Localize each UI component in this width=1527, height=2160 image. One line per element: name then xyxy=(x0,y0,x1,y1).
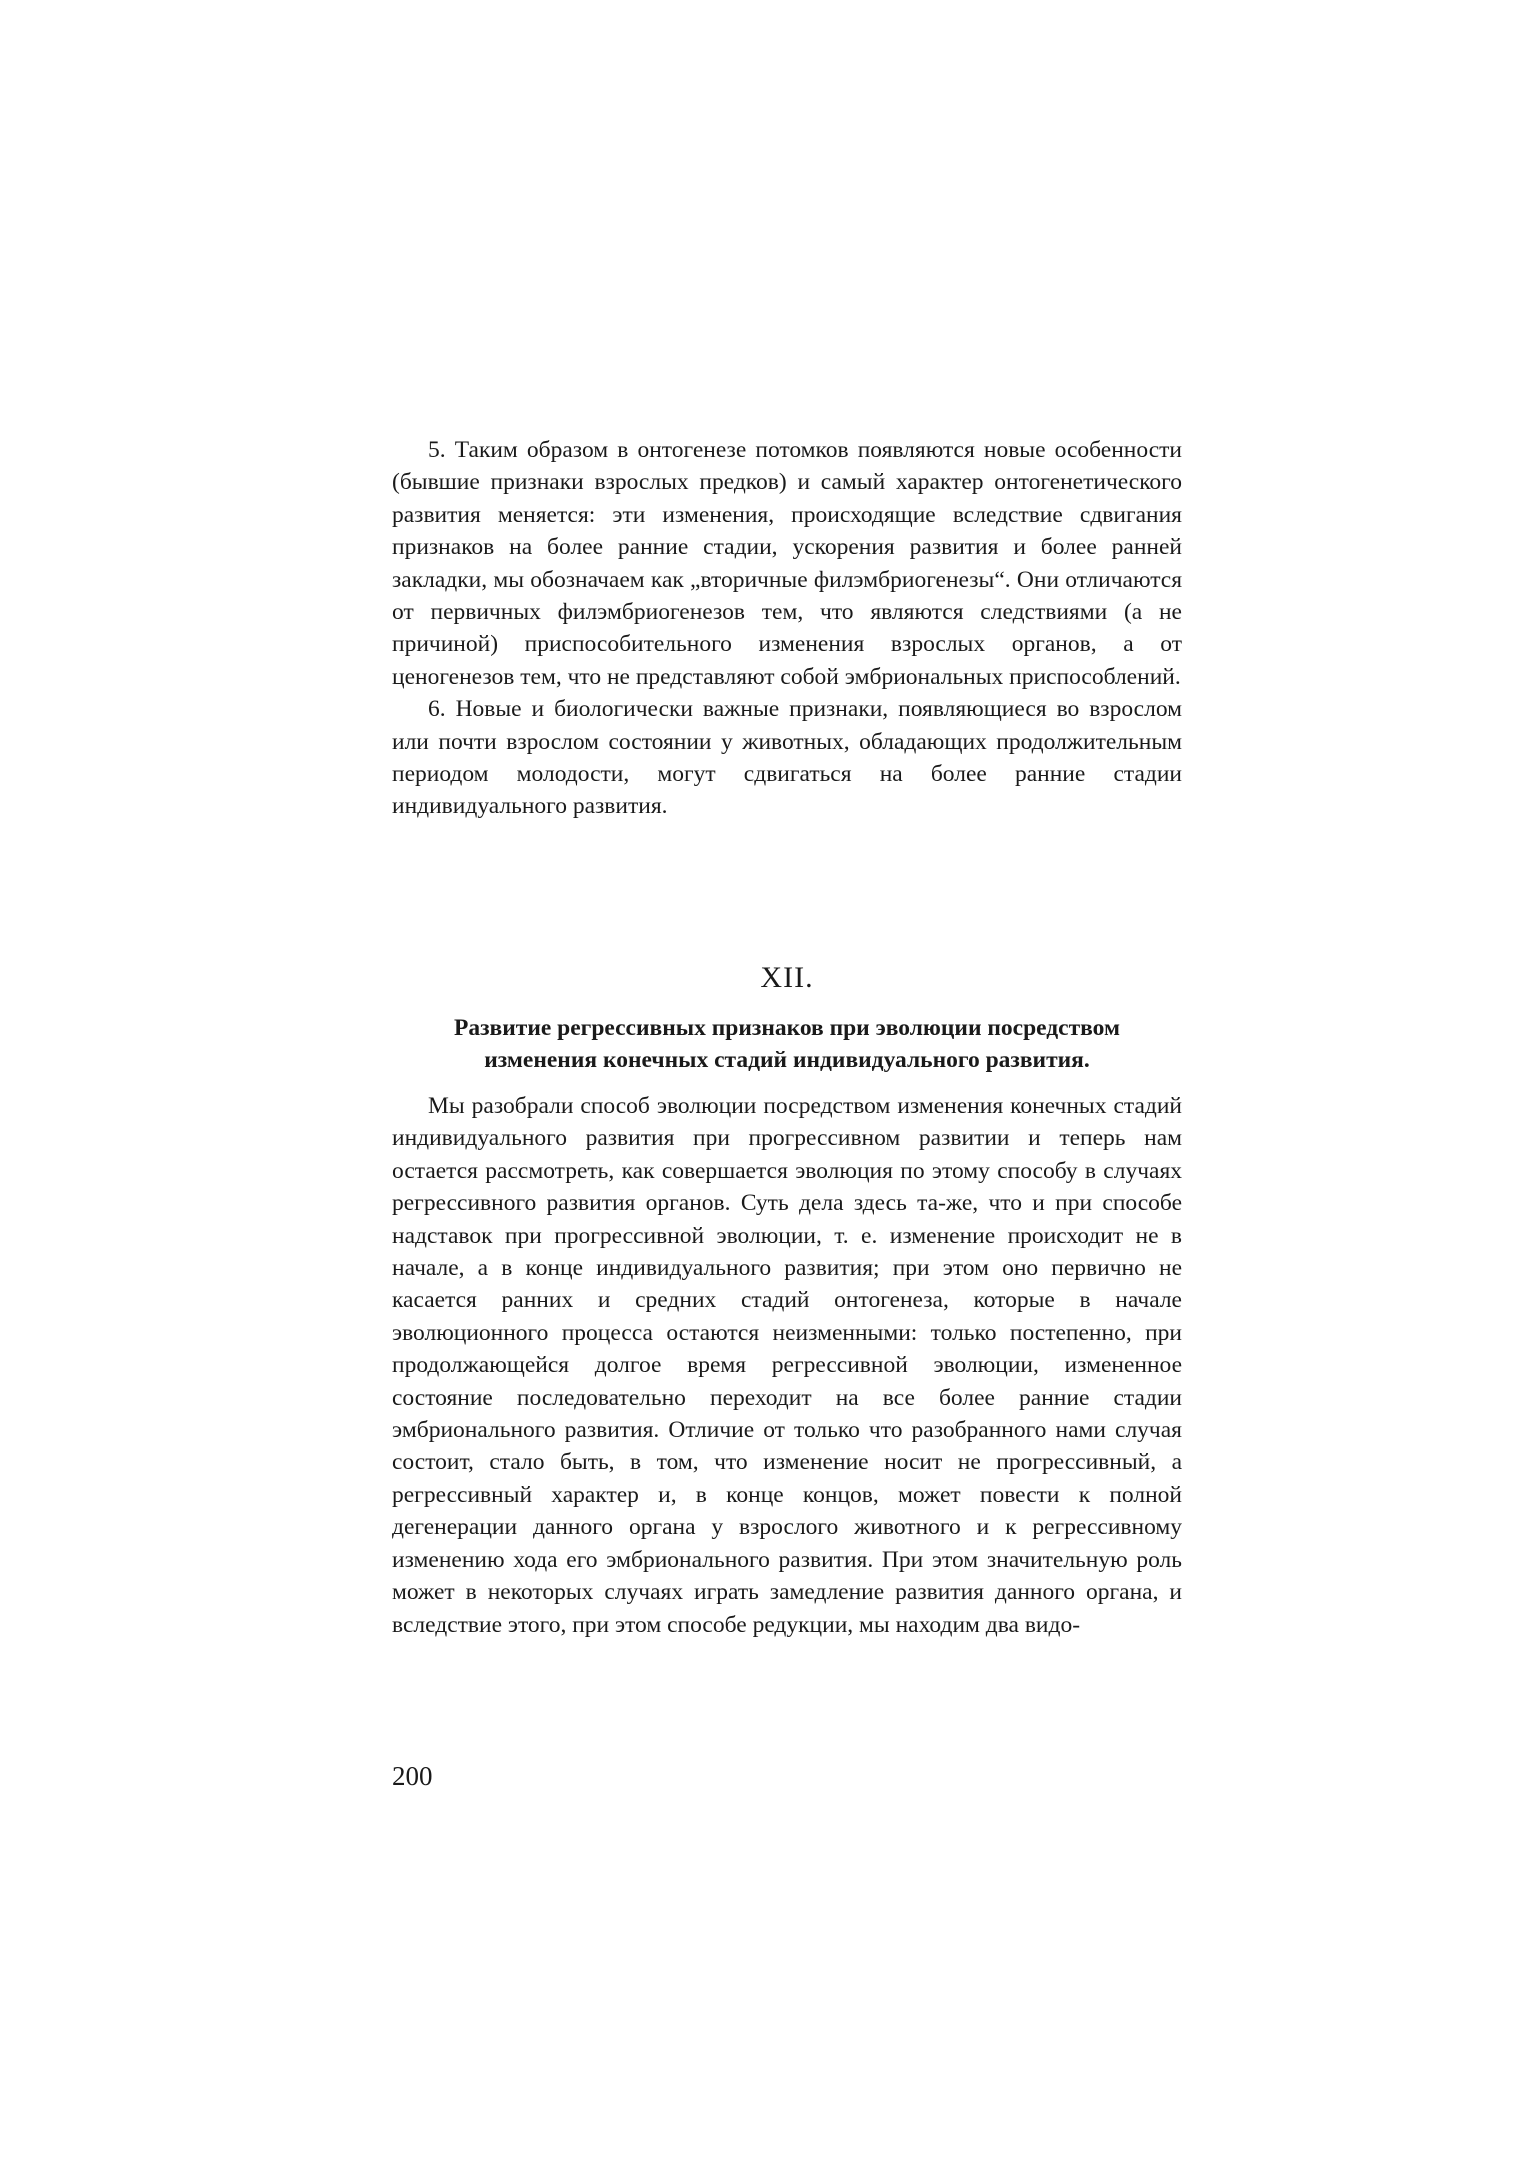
chapter-numeral: XII. xyxy=(760,961,814,994)
chapter-heading-line-1: Развитие регрессивных признаков при эволюции посредством xyxy=(454,1015,1120,1041)
chapter-heading-line-2: изменения конечных стадий индивидуального развития. xyxy=(484,1047,1090,1074)
chapter-heading xyxy=(392,1012,1182,1077)
text-block-top xyxy=(392,434,1182,823)
paragraph-chapter-body: Мы разобрали способ эволюции посредством изменения конечных стадий индивидуального развития при прогрессивном развитии и теперь нам остается рассмотреть, как совершается эволюция по этому способу в случаях регрессивного развития органов. Суть дела здесь та-же, что и при способе надставок при прогрессивной эволюции, т. е. изменение происходит не в начале, а в конце индивидуального развития; при этом оно первично не касается ранних и средних стадий онтогенеза, которые в начале эволюционного процесса остаются неизменными: только постепенно, при продолжающейся долгое время регрессивной эволюции, измененное состояние последовательно переходит на все более ранние стадии эмбрионального развития. Отличие от только что разобранного нами случая состоит, стало быть, в том, что изменение носит не прогрессивный, а регрессивный характер и, в конце концов, может повести к полной дегенерации данного органа у взрослого животного и к регрессивному изменению хода его эмбрионального развития. При этом значительную роль может в некоторых случаях играть замедление развития данного органа, и вследствие этого, при этом способе редукции, мы находим два видо- xyxy=(392,1093,1182,1638)
paragraph-6: 6. Новые и биологически важные признаки, появляющиеся во взрослом или почти взрослом состоянии у животных, обладающих продолжительным периодом молодости, могут сдвигаться на более ранние стадии индивидуального развития. xyxy=(392,696,1182,820)
paragraph-5: 5. Таким образом в онтогенезе потомков появляются новые особенности (бывшие признаки взрослых предков) и самый характер онтогенетического развития меняется: эти изменения, происходящие вследствие сдвигания признаков на более ранние стадии, ускорения развития и более ранней закладки, мы обозначаем как „вторичные филэмбриогенезы“. Они отличаются от первичных филэмбриогенезов тем, что являются следствиями (а не причиной) приспособительного изменения взрослых органов, а от ценогенезов тем, что не представляют собой эмбриональных приспособлений. xyxy=(392,437,1182,690)
page-number: 200 xyxy=(392,1761,433,1791)
text-block-bottom xyxy=(392,1090,1182,1641)
